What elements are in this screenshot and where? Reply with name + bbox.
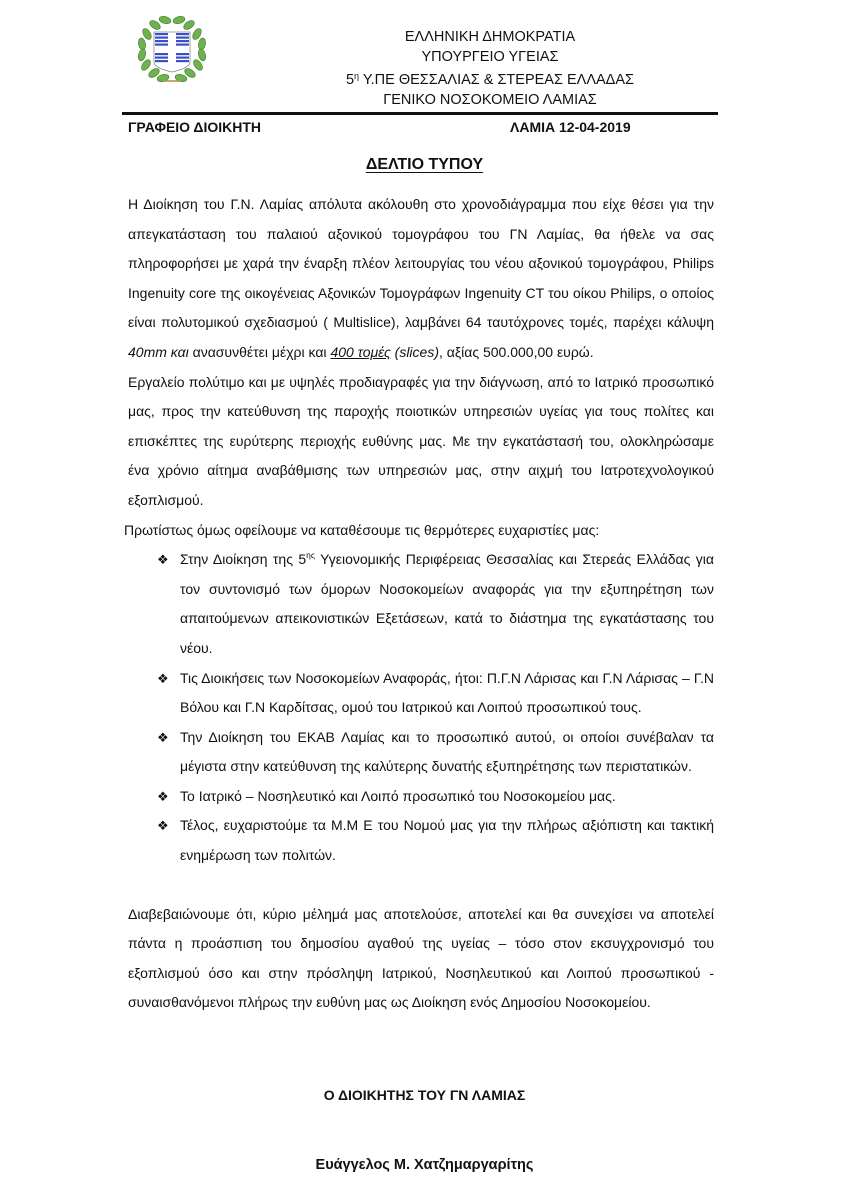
header-divider	[122, 112, 718, 115]
document-date: ΛΑΜΙΑ 12-04-2019	[510, 119, 631, 135]
paragraph-announcement: Η Διοίκηση του Γ.Ν. Λαμίας απόλυτα ακόλουθη στο χρονοδιάγραμμα που είχε θέσει για την απεγκατάσταση του παλαιού αξονικού τομογράφου του ΓΝ Λαμίας, θα ήθελε να σας πληροφορήσει με χαρά την έναρξη πλέον λειτουργίας του νέου αξονικού τομογράφου, Philips Ingenuity core της οικογένειας Αξονικών Τομογράφων Ingenuity CT του οίκου Philips, ο οποίος είναι πολυτομικού σχεδιασμού ( Multislice), λαμβάνει 64 ταυτόχρονες τομές, παρέχει κάλυψη 40mm και ανασυνθέτει μέχρι και 400 τομές (slices), αξίας 500.000,00 ευρώ.	[128, 196, 714, 360]
document-body	[124, 190, 714, 1018]
letterhead-republic: ΕΛΛΗΝΙΚΗ ΔΗΜΟΚΡΑΤΙΑ	[404, 29, 576, 45]
paragraph-commitment: Διαβεβαιώνουμε ότι, κύριο μέλημά μας αποτελούσε, αποτελεί και θα συνεχίσει να αποτελεί πάντα η προάσπιση του δημοσίου αγαθού της υγείας – τόσο στον εκσυγχρονισμό του εξοπλισμού όσο και στην πρόσληψη Ιατρικού, Νοσηλευτικού και Λοιπού προσωπικού - συναισθανόμενοι πλήρως την ευθύνη μας ως Διοίκηση ενός Δημοσίου Νοσοκομείου.	[128, 905, 714, 1011]
spacer	[128, 871, 714, 900]
list-item: ❖ Την Διοίκηση του ΕΚΑΒ Λαμίας και το προσωπικό αυτού, οι οποίοι συνέβαλαν τα μέγιστα στην κατεύθυνση της καλύτερης δυνατής εξυπηρέτησης των περιστατικών.	[128, 723, 714, 782]
list-item: ❖ Τέλος, ευχαριστούμε τα Μ.Μ Ε του Νομού μας για την πλήρως αξιόπιστη και τακτική ενημέρωση των πολιτών.	[128, 811, 714, 870]
office-label: ΓΡΑΦΕΙΟ ΔΙΟΙΚΗΤΗ	[128, 119, 262, 135]
document-title: ΔΕΛΤΙΟ ΤΥΠΟΥ	[365, 156, 484, 173]
thanks-intro: Πρωτίστως όμως οφείλουμε να καταθέσουμε τις θερμότερες ευχαριστίες μας:	[124, 521, 600, 538]
list-item: ❖ Το Ιατρικό – Νοσηλευτικό και Λοιπό προσωπικό του Νοσοκομείου μας.	[128, 782, 714, 812]
diamond-bullet-icon: ❖	[157, 552, 169, 568]
letterhead	[300, 28, 680, 110]
list-item: ❖ Τις Διοικήσεις των Νοσοκομείων Αναφοράς, ήτοι: Π.Γ.Ν Λάρισας και Γ.Ν Λάρισας – Γ.Ν Βόλου και Γ.Ν Καρδίτσας, ομού του Ιατρικού και Λοιπού προσωπικού τους.	[128, 664, 714, 723]
paragraph-importance: Εργαλείο πολύτιμο και με υψηλές προδιαγραφές για την διάγνωση, από το Ιατρικό προσωπικό μας, προς την κατεύθυνση της παροχής ποιοτικών υπηρεσιών υγείας για τους πολίτες και επισκέπτες της ευρύτερης περιοχής ευθύνης μας. Με την εγκατάστασή του, ολοκληρώσαμε ένα χρόνιο αίτημα αναβάθμισης των υπηρεσιών μας, στην αιχμή του Ιατροτεχνολογικού εξοπλισμού.	[128, 373, 714, 508]
greek-coat-of-arms-icon	[135, 12, 209, 86]
diamond-bullet-icon: ❖	[157, 818, 169, 834]
list-item: ❖ Στην Διοίκηση της $5^{\eta\varsigma}$ Υγειονομικής Περιφέρειας Θεσσαλίας και Στερεάς Ελλάδας για τον συντονισμό των όμορων Νοσοκομείων αναφοράς για την εξυπηρέτηση των απαιτούμενων απεικονιστικών Εξετάσεων, κατά το διάστημα της εγκατάστασης του νέου.	[128, 545, 714, 663]
diamond-bullet-icon: ❖	[157, 788, 169, 804]
letterhead-region: $5^\eta$ Υ.ΠΕ ΘΕΣΣΑΛΙΑΣ & ΣΤΕΡΕΑΣ ΕΛΛΑΔΑΣ	[345, 71, 635, 88]
signatory-name: Ευάγγελος Μ. Χατζημαργαρίτης	[315, 1157, 534, 1173]
letterhead-ministry: ΥΠΟΥΡΓΕΙΟ ΥΓΕΙΑΣ	[421, 48, 559, 65]
signatory-title: Ο ΔΙΟΙΚΗΤΗΣ ΤΟΥ ΓΝ ΛΑΜΙΑΣ	[323, 1087, 526, 1103]
diamond-bullet-icon: ❖	[157, 729, 169, 745]
thanks-list	[128, 545, 714, 871]
letterhead-hospital: ΓΕΝΙΚΟ ΝΟΣΟΚΟΜΕΙΟ ΛΑΜΙΑΣ	[383, 91, 597, 108]
diamond-bullet-icon: ❖	[157, 670, 169, 686]
